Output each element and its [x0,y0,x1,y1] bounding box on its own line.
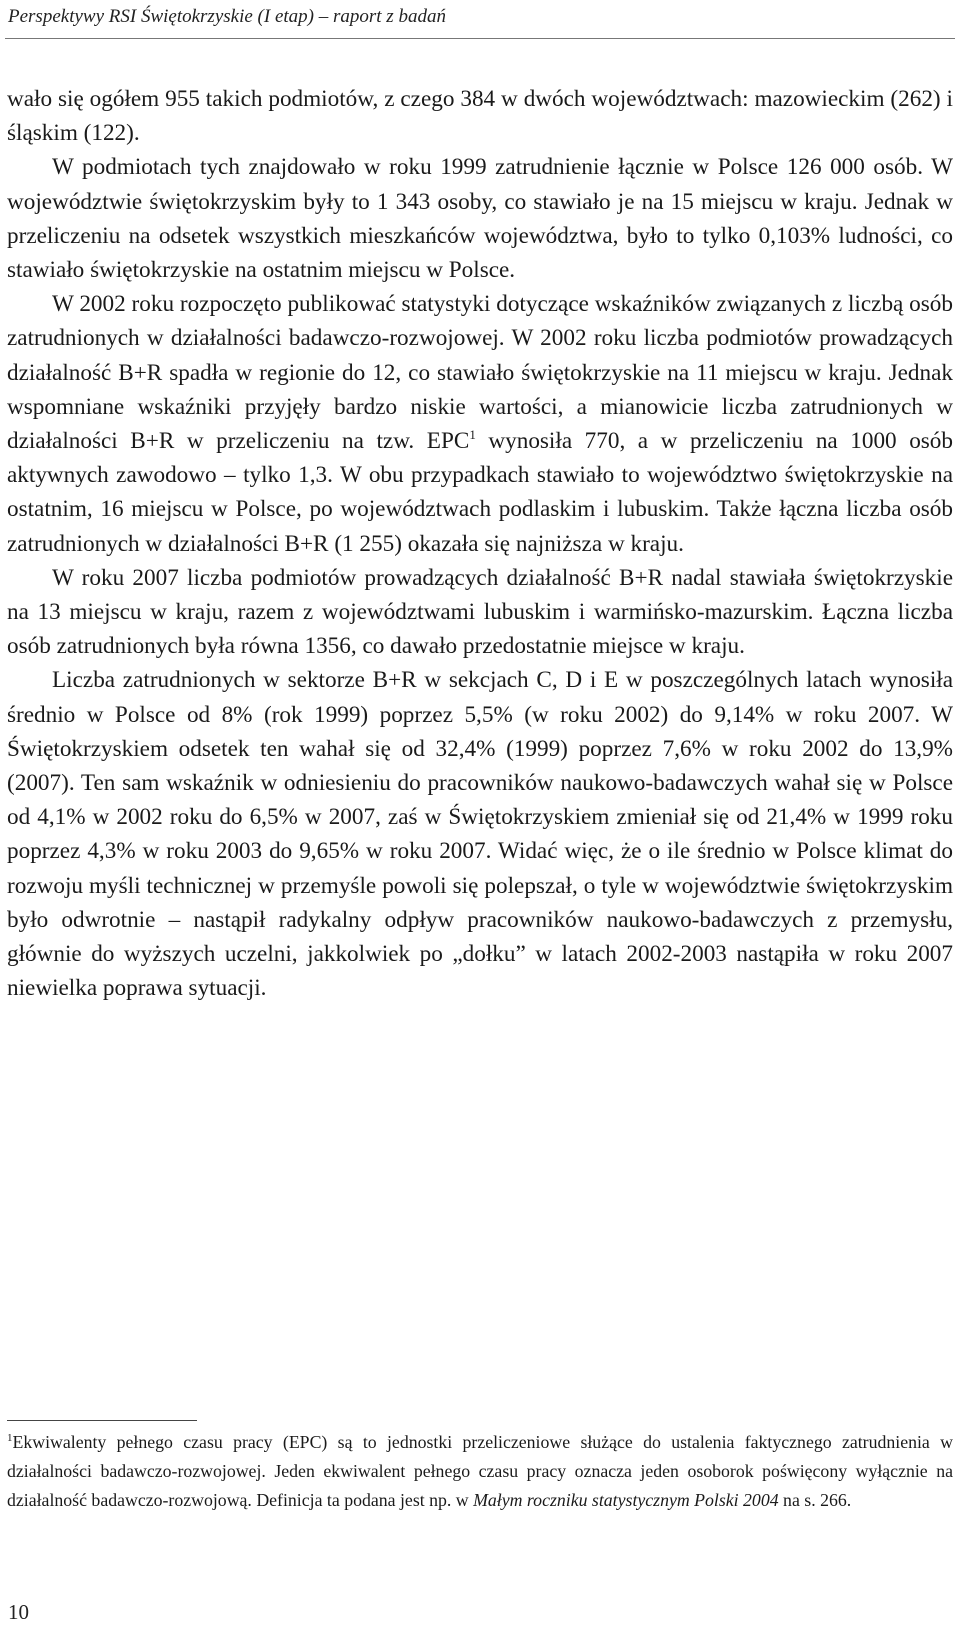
paragraph-3-text-a: W 2002 roku rozpoczęto publikować statystyki dotyczące wskaźników związanych z liczbą osób zatrudnionych w działalności badawczo-rozwojowej. W 2002 roku liczba podmiotów prowadzących działalność B+R spadła w regionie do 12, co stawiało świętokrzyskie na 11 miejscu w kraju. Jednak wspomniane wskaźniki przyjęły bardzo niskie wartości, a mianowicie liczba zatrudnionych w działalności B+R w przeliczeniu na tzw. EPC [7,291,953,455]
paragraph-4: W roku 2007 liczba podmiotów prowadzących działalność B+R nadal stawiała świętokrzyskie na 13 miejscu w kraju, razem z województwami lubuskim i warmińsko-mazurskim. Łączna liczba osób zatrudnionych była równa 1356, co dawało przedostatnie miejsce w kraju. [7,564,953,660]
page-number: 10 [8,1600,29,1624]
footnote-marker: 1 [7,1432,13,1444]
footnote-text-end: na s. 266. [778,1490,852,1510]
footnote-reference[interactable]: 1 [469,427,476,443]
paragraph-1: wało się ogółem 955 takich podmiotów, z czego 384 w dwóch województwach: mazowieckim (262) i śląskim (122). [7,86,953,147]
paragraph-3-text-b: wynosiła 770, a w przeliczeniu na 1000 osób aktywnych zawodowo – tylko 1,3. W obu przypadkach stawiało to województwo świętokrzyskie na ostatnim, 16 miejscu w Polsce, po województwach podlaskim i lubuskim. Także łączna liczba osób zatrudnionych w działalności B+R (1 255) okazała się najniższa w kraju. [7,428,953,557]
footnote [7,1428,953,1515]
header-rule [5,38,955,39]
running-header: Perspektywy RSI Świętokrzyskie (I etap) – raport z badań [8,6,446,27]
paragraph-3 [7,287,953,561]
footnote-rule [7,1420,197,1421]
body-text [7,82,953,1005]
footnote-text [7,1428,953,1515]
footnote-book-title: Małym roczniku statystycznym Polski 2004 [473,1490,779,1510]
paragraph-2: W podmiotach tych znajdowało w roku 1999 zatrudnienie łącznie w Polsce 126 000 osób. W województwie świętokrzyskim były to 1 343 osoby, co stawiało je na 15 miejscu w kraju. Jednak w przeliczeniu na odsetek wszystkich mieszkańców województwa, było to tylko 0,103% ludności, co stawiało świętokrzyskie na ostatnim miejscu w Polsce. [7,154,953,284]
footnote-text-main: Ekwiwalenty pełnego czasu pracy (EPC) są to jednostki przeliczeniowe służące do ustalenia faktycznego zatrudnienia w działalności badawczo-rozwojowej. Jeden ekwiwalent pełnego czasu pracy oznacza jeden osoborok poświęcony wyłącznie na działalność badawczo-rozwojową. Definicja ta podana jest np. w [7,1432,953,1510]
paragraph-5: Liczba zatrudnionych w sektorze B+R w sekcjach C, D i E w poszczególnych latach wynosiła średnio w Polsce od 8% (rok 1999) poprzez 5,5% (w roku 2002) do 9,14% w roku 2007. W Świętokrzyskiem odsetek ten wahał się od 32,4% (1999) poprzez 7,6% w roku 2002 do 13,9% (2007). Ten sam wskaźnik w odniesieniu do pracowników naukowo-badawczych wahał się w Polsce od 4,1% w 2002 roku do 6,5% w 2007, zaś w Świętokrzyskiem zmieniał się od 21,4% w 1999 roku poprzez 4,3% w roku 2003 do 9,65% w roku 2007. Widać więc, że o ile średnio w Polsce klimat do rozwoju myśli technicznej w przemyśle powoli się polepszał, o tyle w województwie świętokrzyskim było odwrotnie – nastąpił radykalny odpływ pracowników naukowo-badawczych z przemysłu, głównie do wyższych uczelni, jakkolwiek po „dołku” w latach 2002-2003 nastąpiła w roku 2007 niewielka poprawa sytuacji. [7,667,953,1002]
